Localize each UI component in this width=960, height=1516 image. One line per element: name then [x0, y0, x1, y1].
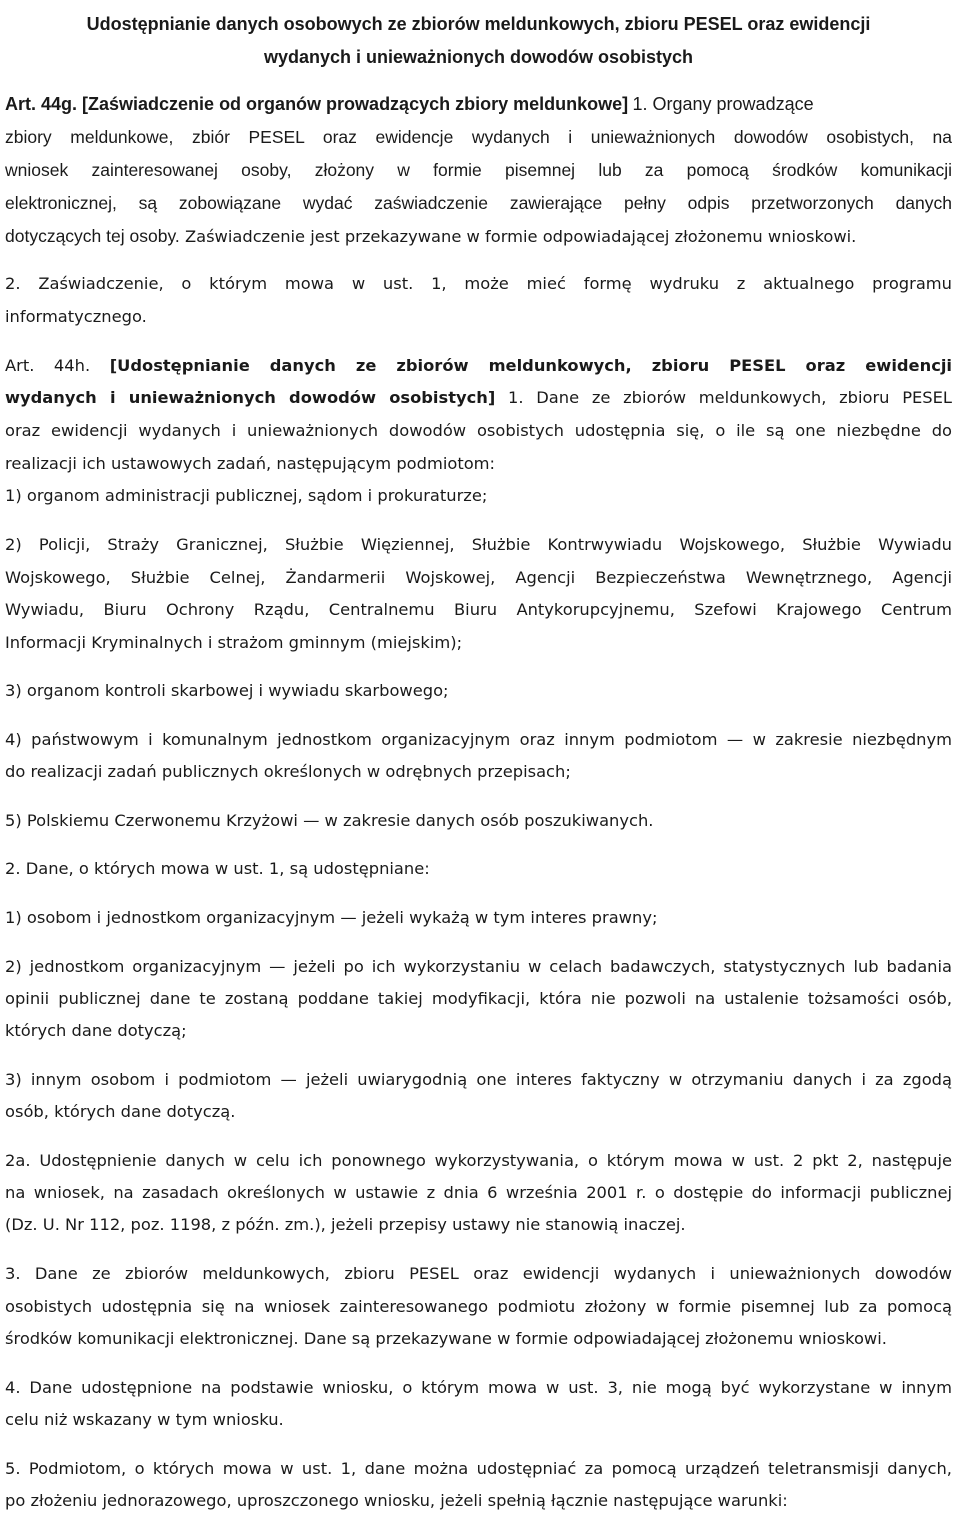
art-44h-item-3: 3) organom kontroli skarbowej i wywiadu skarbowego;	[5, 681, 449, 700]
art-44g-p1-line-5	[5, 224, 952, 249]
art-44h-p2-item-3-line-2: osób, których dane dotyczą.	[5, 1102, 236, 1121]
art-44h-item-2-line-3: Wywiadu, Biuru Ochrony Rządu, Centralnemu Biuru Antykorupcyjnemu, Szefowi Krajowego Centrum	[5, 600, 952, 619]
art-44g-p1-end-b: Zaświadczenie jest przekazywane w formie odpowiadającej złożonemu wnioskowi.	[179, 227, 857, 246]
art-44h-p3-line-2: osobistych udostępnia się na wniosek zainteresowanego podmiotu złożony w formie pisemnej lub za pomocą	[5, 1297, 952, 1316]
art-44h-item-5: 5) Polskiemu Czerwonemu Krzyżowi — w zakresie danych osób poszukiwanych.	[5, 811, 654, 830]
art-44h-p3-line-3: środków komunikacji elektronicznej. Dane są przekazywane w formie odpowiadającej złożonemu wnioskowi.	[5, 1329, 887, 1348]
art-44h-heading-part-2: wydanych i unieważnionych dowodów osobistych]	[5, 388, 496, 407]
art-44g-p1-line-4: elektronicznej, są zobowiązane wydać zaświadczenie zawierające pełny odpis przetworzonych danych	[5, 193, 952, 213]
art-44g-heading: Art. 44g. [Zaświadczenie od organów prowadzących zbiory meldunkowe]	[5, 94, 629, 114]
art-44h-item-2-line-2: Wojskowego, Służbie Celnej, Żandarmerii Wojskowej, Agencji Bezpieczeństwa Wewnętrznego, Agencji	[5, 568, 952, 587]
art-44h-p2-item-2-line-1: 2) jednostkom organizacyjnym — jeżeli po ich wykorzystaniu w celach badawczych, statystycznych lub badania	[5, 957, 952, 976]
document-title-line-2: wydanych i unieważnionych dowodów osobistych	[263, 47, 694, 67]
art-44h-p2a-line-2: na wniosek, na zasadach określonych w ustawie z dnia 6 września 2001 r. o dostępie do informacji publicznej	[5, 1183, 952, 1202]
art-44h-p2a-line-3: (Dz. U. Nr 112, poz. 1198, z późn. zm.), jeżeli przepisy ustawy nie stanowią inaczej.	[5, 1215, 686, 1234]
art-44h-p2-item-2-line-2: opinii publicznej dane te zostaną poddane takiej modyfikacji, która nie pozwoli na ustalenie tożsamości osób,	[5, 989, 952, 1008]
art-44h-item-1: 1) organom administracji publicznej, sądom i prokuraturze;	[5, 486, 488, 505]
art-44h-label: Art. 44h.	[5, 356, 91, 375]
art-44h-item-4-line-2: do realizacji zadań publicznych określonych w odrębnych przepisach;	[5, 762, 571, 781]
art-44h-p4-line-1: 4. Dane udostępnione na podstawie wniosku, o którym mowa w ust. 3, nie mogą być wykorzystane w innym	[5, 1378, 952, 1397]
art-44h-item-2-line-4: Informacji Kryminalnych i strażom gminnym (miejskim);	[5, 633, 463, 652]
art-44h-heading-part-1: [Udostępnianie danych ze zbiorów meldunkowych, zbioru PESEL oraz ewidencji	[109, 356, 953, 375]
art-44h-p1-lead: 1. Dane ze zbiorów meldunkowych, zbioru PESEL	[508, 388, 952, 407]
art-44h-p2-item-1: 1) osobom i jednostkom organizacyjnym — jeżeli wykażą w tym interes prawny;	[5, 908, 658, 927]
art-44g-p2-line-2: informatycznego.	[5, 307, 147, 326]
art-44h-p2a-line-1: 2a. Udostępnienie danych w celu ich ponownego wykorzystywania, o którym mowa w ust. 2 pkt 2, następuje	[5, 1151, 952, 1170]
art-44h-p3-line-1: 3. Dane ze zbiorów meldunkowych, zbioru PESEL oraz ewidencji wydanych i unieważnionych dowodów	[5, 1264, 952, 1283]
art-44h-item-2-line-1: 2) Policji, Straży Granicznej, Służbie Więziennej, Służbie Kontrwywiadu Wojskowego, Służbie Wywiadu	[5, 535, 952, 554]
art-44h-p1-line-3: realizacji ich ustawowych zadań, następującym podmiotom:	[5, 454, 496, 473]
art-44h-p5-line-1: 5. Podmiotom, o których mowa w ust. 1, dane można udostępniać za pomocą urządzeń teletransmisji danych,	[5, 1459, 952, 1478]
art-44h-p1-line-2: oraz ewidencji wydanych i unieważnionych dowodów osobistych udostępnia się, o ile są one niezbędne do	[5, 421, 952, 440]
art-44h-p2-item-3-line-1: 3) innym osobom i podmiotom — jeżeli uwiarygodnią one interes faktyczny w otrzymaniu danych i za zgodą	[5, 1070, 952, 1089]
art-44g-p2-line-1: 2. Zaświadczenie, o którym mowa w ust. 1, może mieć formę wydruku z aktualnego programu	[5, 274, 952, 293]
art-44h-item-4-line-1: 4) państwowym i komunalnym jednostkom organizacyjnym oraz innym podmiotom — w zakresie niezbędnym	[5, 730, 952, 749]
art-44g-heading-line	[5, 92, 952, 116]
art-44g-p1-line-2: zbiory meldunkowe, zbiór PESEL oraz ewidencje wydanych i unieważnionych dowodów osobistych, na	[5, 127, 952, 147]
art-44g-p1-lead: 1. Organy prowadzące	[632, 94, 814, 114]
art-44h-p2-item-2-line-3: których dane dotyczą;	[5, 1021, 187, 1040]
art-44h-p4-line-2: celu niż wskazany w tym wniosku.	[5, 1410, 284, 1429]
art-44h-p5-line-2: po złożeniu jednorazowego, uproszczonego wniosku, jeżeli spełnią łącznie następujące warunki:	[5, 1491, 788, 1510]
art-44h-p2: 2. Dane, o których mowa w ust. 1, są udostępniane:	[5, 859, 430, 878]
document-title-line-1: Udostępnianie danych osobowych ze zbiorów meldunkowych, zbioru PESEL oraz ewidencji	[86, 14, 871, 34]
art-44g-p1-line-3: wniosek zainteresowanej osoby, złożony w formie pisemnej lub za pomocą środków komunikacji	[5, 160, 952, 180]
art-44h-heading-line-2	[5, 386, 952, 410]
art-44g-p1-end-a: dotyczących tej osoby.	[5, 226, 180, 246]
art-44h-heading-line-1	[5, 354, 952, 378]
